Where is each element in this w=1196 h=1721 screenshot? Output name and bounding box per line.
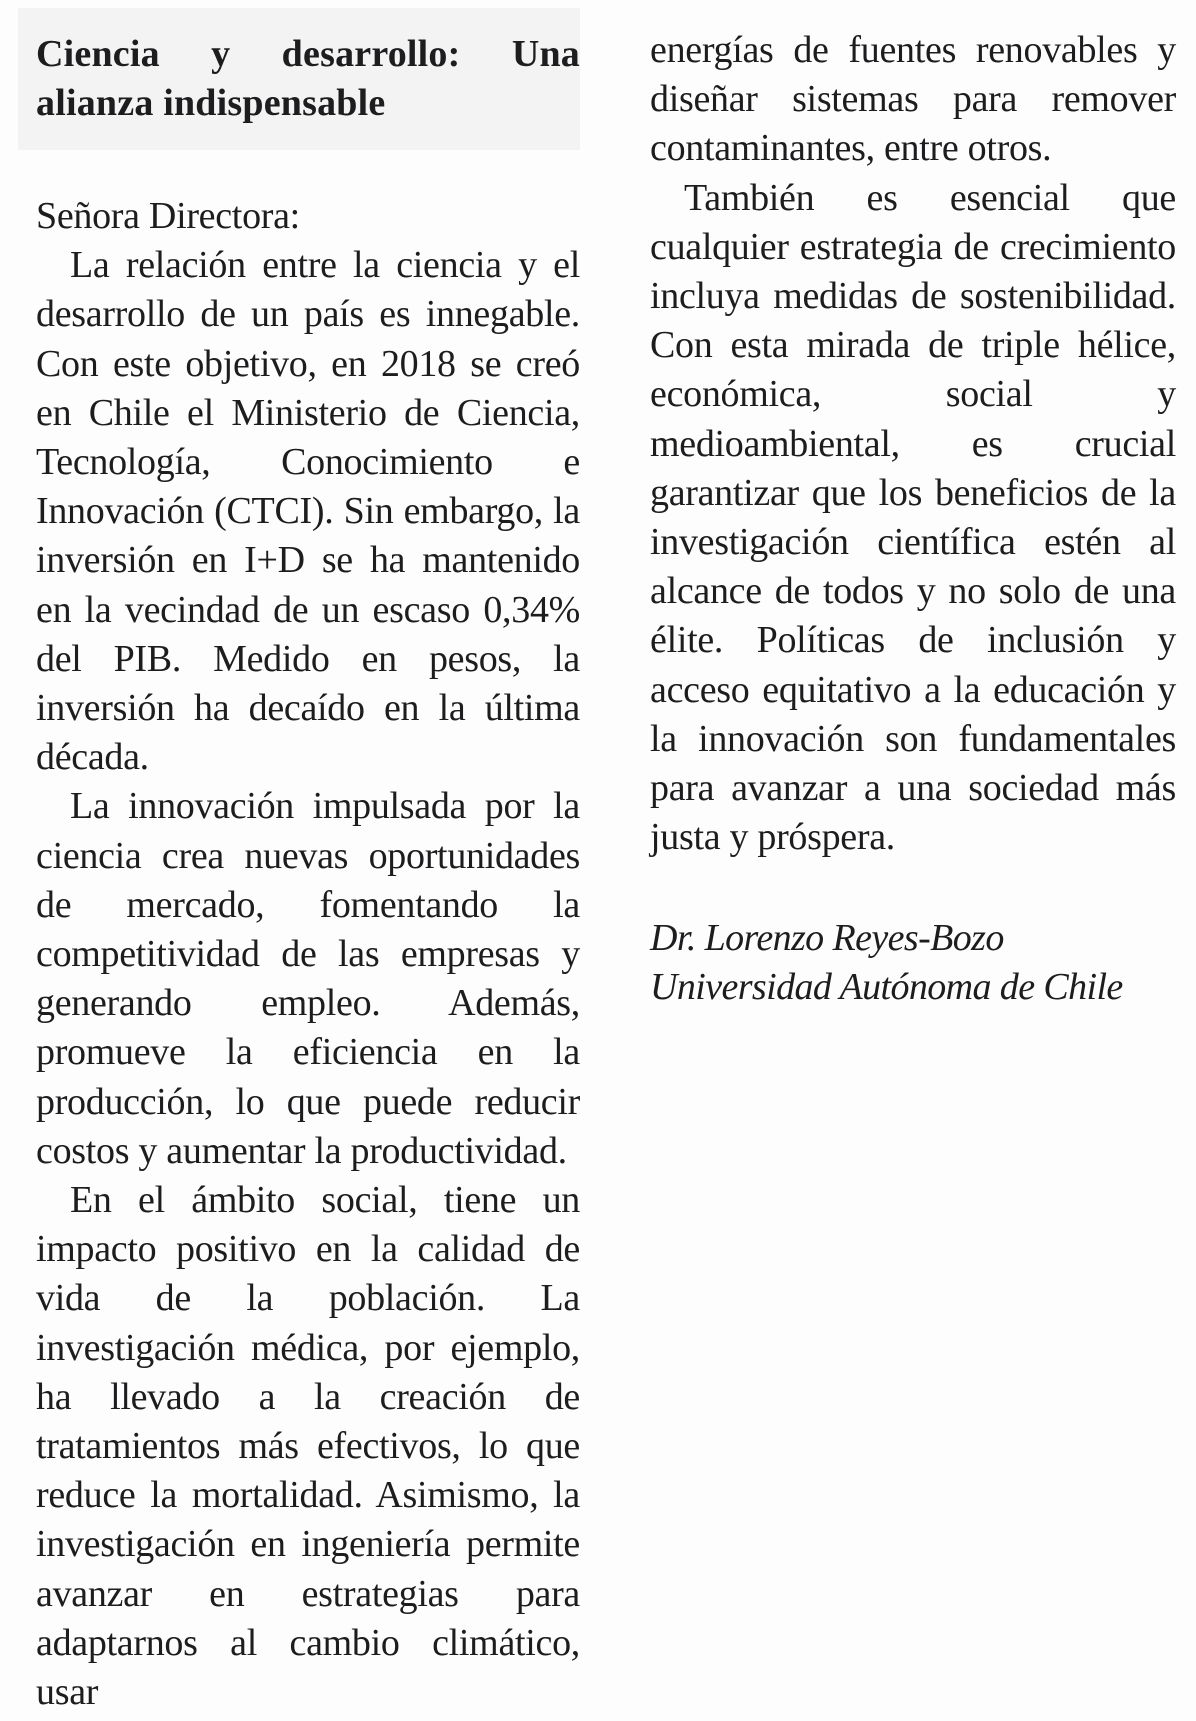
right-column [650,0,1176,1012]
left-column [18,0,580,1717]
right-body [650,26,1176,862]
headline-box [18,8,580,150]
left-body [18,192,580,1717]
signature-name: Dr. Lorenzo Reyes-Bozo [650,917,1004,960]
signature-block [650,914,1176,1012]
signature-affiliation: Universidad Autónoma de Chile [650,966,1123,1009]
headline: Ciencia y desarrollo: Una alianza indispensable [36,33,580,124]
salutation: Señora Directora: [36,195,300,237]
paragraph-1: La relación entre la ciencia y el desarrollo de un país es innegable. Con este objetivo, en 2018 se creó en Chile el Ministerio de Ciencia, Tecnología, Conocimiento e Innovación (CTCI). Sin embargo, la inversión en I+D se ha mantenido en la vecindad de un escaso 0,34% del PIB. Medido en pesos, la inversión ha decaído en la última década. [36,244,580,779]
paragraph-4: También es esencial que cualquier estrategia de crecimiento incluya medidas de sostenibilidad. Con esta mirada de triple hélice, económica, social y medioambiental, es crucial garantizar que los beneficios de la investigación científica estén al alcance de todos y no solo de una élite. Políticas de inclusión y acceso equitativo a la educación y la innovación son fundamentales para avanzar a una sociedad más justa y próspera. [650,176,1176,859]
paragraph-2: La innovación impulsada por la ciencia crea nuevas oportunidades de mercado, fomentando la competitividad de las empresas y generando empleo. Además, promueve la eficiencia en la producción, lo que puede reducir costos y aumentar la productividad. [36,785,580,1172]
paragraph-3: En el ámbito social, tiene un impacto positivo en la calidad de vida de la población. La investigación médica, por ejemplo, ha llevado a la creación de tratamientos más efectivos, lo que reduce la mortalidad. Asimismo, la investigación en ingeniería permite avanzar en estrategias para adaptarnos al cambio climático, usar [36,1179,580,1714]
paragraph-3-continued: energías de fuentes renovables y diseñar sistemas para remover contaminantes, entre otros. [650,29,1176,170]
